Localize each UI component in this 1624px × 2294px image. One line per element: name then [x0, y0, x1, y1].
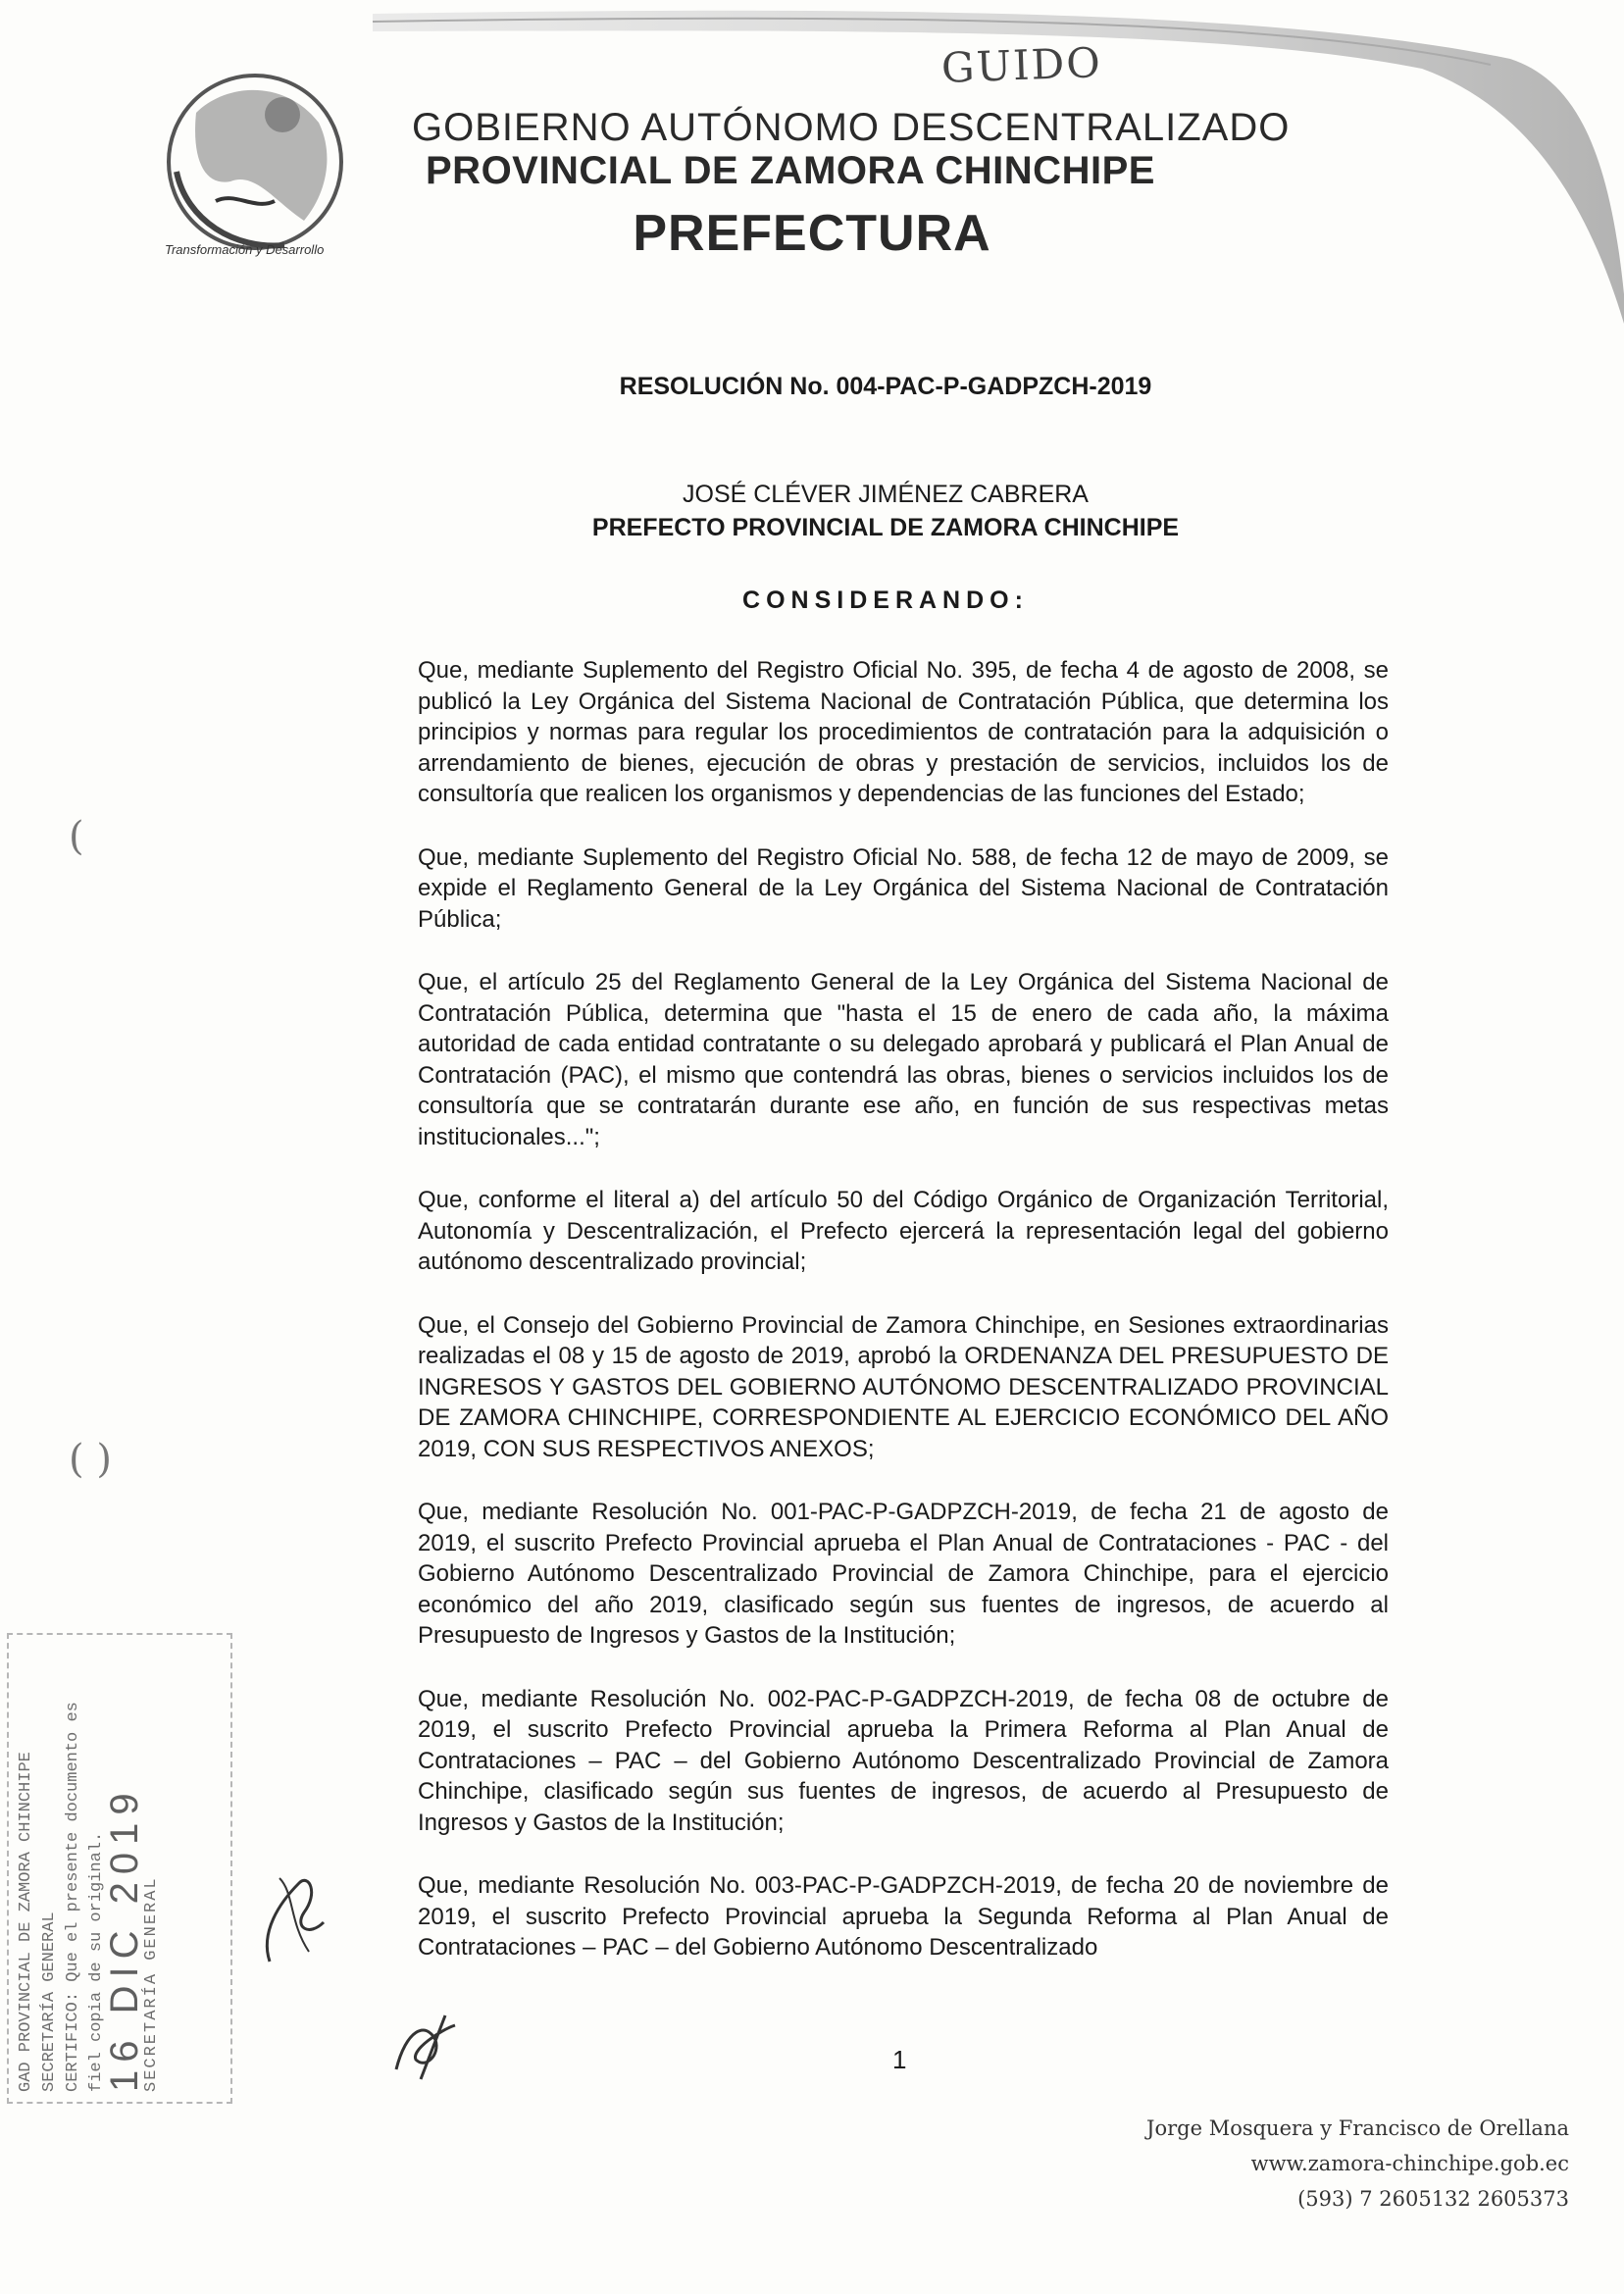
letterhead-line-1: GOBIERNO AUTÓNOMO DESCENTRALIZADO — [412, 106, 1291, 149]
stamp-date: 16 DIC 2019 — [103, 1785, 146, 2092]
stamp-line: GAD PROVINCIAL DE ZAMORA CHINCHIPE — [17, 1752, 35, 2092]
paragraph: Que, el Consejo del Gobierno Provincial de Zamora Chinchipe, en Sesiones extraordinarias realizadas el 08 y 15 de agosto de 2019, aprobó la ORDENANZA DEL PRESUPUESTO DE INGRESOS Y GASTOS DEL GOBIERNO AUTÓNOMO DESCENTRALIZADO PROVINCIAL DE ZAMORA CHINCHIPE, CORRESPONDIENTE AL EJERCICIO ECONÓMICO DEL AÑO 2019, CON SUS RESPECTIVOS ANEXOS; — [418, 1311, 1389, 1462]
stamp-secretary: SECRETARÍA GENERAL — [142, 1876, 161, 2092]
paragraph: Que, el artículo 25 del Reglamento General de la Ley Orgánica del Sistema Nacional de Contratación Pública, determina que "hasta el 15 de enero de cada año, la máxima autoridad de cada entidad contratante o su delegado aprobará y publicará el Plan Anual de Contratación (PAC), el mismo que contendrá las obras, bienes o servicios incluidos los de consultoría que se contratarán durante ese año, en función de sus respectivas metas institucionales..."; — [418, 969, 1389, 1150]
paragraph: Que, mediante Resolución No. 003-PAC-P-GADPZCH-2019, de fecha 20 de noviembre de 2019, el suscrito Prefecto Provincial aprueba la Segunda Reforma al Plan Anual de Contrataciones – PAC – del Gobierno Autónomo Descentralizado — [418, 1872, 1389, 1961]
paragraph: Que, mediante Suplemento del Registro Oficial No. 588, de fecha 12 de mayo de 2009, se expide el Reglamento General de la Ley Orgánica del Sistema Nacional de Contratación Pública; — [418, 843, 1389, 933]
paragraph: Que, conforme el literal a) del artículo 50 del Código Orgánico de Organización Territorial, Autonomía y Descentralización, el Prefecto ejercerá la representación legal del gobierno autónomo descentralizado provincial; — [418, 1187, 1389, 1275]
page-number: 1 — [892, 2045, 907, 2074]
margin-mark: ( — [69, 814, 84, 859]
paragraph: Que, mediante Resolución No. 002-PAC-P-GADPZCH-2019, de fecha 08 de octubre de 2019, el suscrito Prefecto Provincial aprueba la Primera Reforma al Plan Anual de Contrataciones – PAC – del Gobierno Autónomo Descentralizado Provincial de Zamora Chinchipe, clasificado según sus fuentes de ingresos, de acuerdo al Presupuesto de Ingresos y Gastos de la Institución; — [418, 1685, 1389, 1836]
footer-website[interactable]: www.zamora-chinchipe.gob.ec — [1250, 2152, 1569, 2175]
footer-phone: (593) 7 2605132 2605373 — [1297, 2187, 1569, 2211]
considerando-heading: CONSIDERANDO: — [742, 586, 1029, 614]
letterhead-line-2: PROVINCIAL DE ZAMORA CHINCHIPE — [426, 149, 1155, 192]
logo-caption: Transformación y Desarrollo — [165, 242, 325, 257]
stamp-line: SECRETARÍA GENERAL — [40, 1912, 59, 2092]
stamp-line: CERTIFICO: Que el presente documento es — [64, 1702, 82, 2092]
stamp-line: fiel copia de su original. — [87, 1831, 106, 2092]
signature-mark — [386, 2011, 475, 2089]
handwritten-initials — [250, 1863, 338, 1971]
paragraph: Que, mediante Resolución No. 001-PAC-P-GADPZCH-2019, de fecha 21 de agosto de 2019, el suscrito Prefecto Provincial aprueba el Plan Anual de Contrataciones - PAC - del Gobierno Autónomo Descentralizado Provincial de Zamora Chinchipe, para el ejercicio económico del año 2019, clasificado según sus fuentes de ingresos, de acuerdo al Presupuesto de Ingresos y Gastos de la Institución; — [418, 1499, 1389, 1649]
signer-name: JOSÉ CLÉVER JIMÉNEZ CABRERA — [683, 481, 1089, 508]
paragraph: Que, mediante Suplemento del Registro Oficial No. 395, de fecha 4 de agosto de 2008, se publicó la Ley Orgánica del Sistema Nacional de Contratación Pública, que determina los principios y normas para regular los procedimientos de contratación para la adquisición o arrendamiento de bienes, ejecución de obras y prestación de servicios, incluidos los de consultoría que realicen los organismos y dependencias de las funciones del Estado; — [418, 657, 1389, 807]
certification-stamp — [7, 1633, 232, 2104]
signer-title: PREFECTO PROVINCIAL DE ZAMORA CHINCHIPE — [591, 514, 1180, 541]
handwritten-note: GUIDO — [940, 38, 1103, 92]
resolution-title: RESOLUCIÓN No. 004-PAC-P-GADPZCH-2019 — [619, 373, 1152, 400]
margin-mark: ( ) — [69, 1437, 112, 1482]
letterhead-line-3: PREFECTURA — [633, 205, 991, 262]
considerando-body — [418, 655, 1389, 1996]
footer-address: Jorge Mosquera y Francisco de Orellana — [1146, 2116, 1569, 2140]
